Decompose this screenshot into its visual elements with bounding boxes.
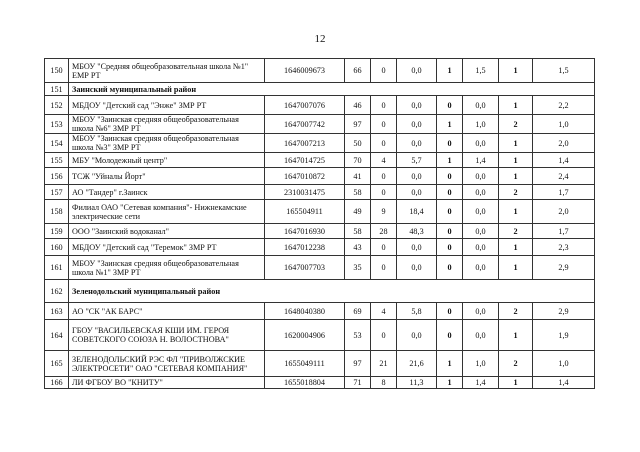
value-cell: 2: [499, 351, 533, 377]
table-row: [45, 303, 595, 320]
value-cell: 1: [499, 320, 533, 351]
row-number: 151: [45, 83, 69, 96]
inn-cell: 1647007076: [265, 96, 345, 115]
section-row: [45, 83, 595, 96]
organization-name: ЗЕЛЕНОДОЛЬСКИЙ РЭС ФЛ "ПРИВОЛЖСКИЕ ЭЛЕКТРОСЕТИ" ОАО "СЕТЕВАЯ КОМПАНИЯ": [69, 351, 265, 377]
value-cell: 2,0: [533, 200, 595, 224]
table-row: [45, 115, 595, 134]
value-cell: 1: [499, 256, 533, 280]
row-number: 162: [45, 280, 69, 303]
value-cell: 1: [437, 153, 463, 168]
value-cell: 1: [499, 200, 533, 224]
value-cell: 2,3: [533, 239, 595, 256]
value-cell: 1,7: [533, 185, 595, 200]
table-row: [45, 200, 595, 224]
value-cell: 48,3: [397, 224, 437, 239]
row-number: 159: [45, 224, 69, 239]
value-cell: 2,9: [533, 256, 595, 280]
value-cell: 69: [345, 303, 371, 320]
table-row: [45, 351, 595, 377]
value-cell: 97: [345, 115, 371, 134]
value-cell: 0,0: [397, 59, 437, 83]
value-cell: 1,0: [533, 115, 595, 134]
organization-name: МБОУ "Средняя общеобразовательная школа №1" ЕМР РТ: [69, 59, 265, 83]
value-cell: 0: [437, 96, 463, 115]
organization-name: ООО "Заинский водоканал": [69, 224, 265, 239]
value-cell: 0,0: [463, 303, 499, 320]
value-cell: 49: [345, 200, 371, 224]
row-number: 164: [45, 320, 69, 351]
value-cell: 2: [499, 303, 533, 320]
row-number: 153: [45, 115, 69, 134]
value-cell: 1: [499, 59, 533, 83]
value-cell: 0,0: [463, 168, 499, 185]
value-cell: 0: [437, 134, 463, 153]
value-cell: 0: [371, 320, 397, 351]
value-cell: 58: [345, 224, 371, 239]
value-cell: 0: [371, 168, 397, 185]
organization-name: АО "Тандер" г.Заинск: [69, 185, 265, 200]
page-number: 12: [314, 33, 326, 45]
inn-cell: 1647012238: [265, 239, 345, 256]
value-cell: 5,8: [397, 303, 437, 320]
value-cell: 50: [345, 134, 371, 153]
organization-name: ЛИ ФГБОУ ВО "КНИТУ": [69, 377, 265, 389]
table-row: [45, 96, 595, 115]
value-cell: 0: [437, 200, 463, 224]
value-cell: 0: [437, 303, 463, 320]
value-cell: 2: [499, 185, 533, 200]
inn-cell: 1655018804: [265, 377, 345, 389]
value-cell: 0,0: [463, 134, 499, 153]
table-row: [45, 256, 595, 280]
row-number: 152: [45, 96, 69, 115]
inn-cell: 1620004906: [265, 320, 345, 351]
value-cell: 97: [345, 351, 371, 377]
organization-name: АО "СК "АК БАРС": [69, 303, 265, 320]
value-cell: 0,0: [463, 185, 499, 200]
value-cell: 1,4: [533, 153, 595, 168]
value-cell: 4: [371, 303, 397, 320]
value-cell: 0: [437, 320, 463, 351]
row-number: 165: [45, 351, 69, 377]
value-cell: 1: [499, 239, 533, 256]
value-cell: 0: [437, 256, 463, 280]
inn-cell: 1647010872: [265, 168, 345, 185]
value-cell: 43: [345, 239, 371, 256]
value-cell: 0,0: [397, 134, 437, 153]
value-cell: 58: [345, 185, 371, 200]
value-cell: 0,0: [463, 256, 499, 280]
section-row: [45, 280, 595, 303]
value-cell: 0,0: [397, 185, 437, 200]
row-number: 154: [45, 134, 69, 153]
value-cell: 2,2: [533, 96, 595, 115]
value-cell: 1,0: [463, 115, 499, 134]
value-cell: 0,0: [397, 96, 437, 115]
value-cell: 1,0: [463, 351, 499, 377]
value-cell: 0,0: [463, 320, 499, 351]
organization-name: МБДОУ "Детский сад "Энже" ЗМР РТ: [69, 96, 265, 115]
inn-cell: 1647007213: [265, 134, 345, 153]
value-cell: 1: [437, 59, 463, 83]
value-cell: 71: [345, 377, 371, 389]
row-number: 150: [45, 59, 69, 83]
organization-name: Филиал ОАО "Сетевая компания"- Нижнекамские электрические сети: [69, 200, 265, 224]
row-number: 166: [45, 377, 69, 389]
value-cell: 0: [371, 96, 397, 115]
value-cell: 1: [437, 115, 463, 134]
table-row: [45, 224, 595, 239]
value-cell: 0,0: [397, 168, 437, 185]
value-cell: 2: [499, 224, 533, 239]
value-cell: 0,0: [463, 96, 499, 115]
value-cell: 0: [371, 59, 397, 83]
inn-cell: 1647014725: [265, 153, 345, 168]
value-cell: 0,0: [397, 239, 437, 256]
value-cell: 18,4: [397, 200, 437, 224]
row-number: 161: [45, 256, 69, 280]
table-row: [45, 239, 595, 256]
value-cell: 4: [371, 153, 397, 168]
value-cell: 66: [345, 59, 371, 83]
table-row: [45, 168, 595, 185]
value-cell: 1,4: [463, 377, 499, 389]
value-cell: 0: [437, 168, 463, 185]
value-cell: 0: [437, 239, 463, 256]
value-cell: 1,4: [463, 153, 499, 168]
value-cell: 0,0: [463, 239, 499, 256]
row-number: 157: [45, 185, 69, 200]
value-cell: 41: [345, 168, 371, 185]
value-cell: 0: [437, 185, 463, 200]
value-cell: 28: [371, 224, 397, 239]
inn-cell: 1647016930: [265, 224, 345, 239]
value-cell: 46: [345, 96, 371, 115]
inn-cell: 1655049111: [265, 351, 345, 377]
row-number: 158: [45, 200, 69, 224]
organization-name: МБДОУ "Детский сад "Теремок" ЗМР РТ: [69, 239, 265, 256]
value-cell: 8: [371, 377, 397, 389]
value-cell: 1,4: [533, 377, 595, 389]
value-cell: 0: [371, 239, 397, 256]
table-row: [45, 185, 595, 200]
table-row: [45, 153, 595, 168]
value-cell: 21: [371, 351, 397, 377]
value-cell: 21,6: [397, 351, 437, 377]
value-cell: 35: [345, 256, 371, 280]
value-cell: 2,0: [533, 134, 595, 153]
organization-name: ТСЖ "Уйналы Йорт": [69, 168, 265, 185]
value-cell: 1: [437, 351, 463, 377]
value-cell: 0: [371, 185, 397, 200]
section-title: Зеленодольский муниципальный район: [69, 280, 595, 303]
organization-name: МБУ "Молодежный центр": [69, 153, 265, 168]
row-number: 163: [45, 303, 69, 320]
value-cell: 1,7: [533, 224, 595, 239]
row-number: 160: [45, 239, 69, 256]
value-cell: 9: [371, 200, 397, 224]
value-cell: 11,3: [397, 377, 437, 389]
organization-name: МБОУ "Заинская средняя общеобразовательная школа №6" ЗМР РТ: [69, 115, 265, 134]
value-cell: 0: [371, 115, 397, 134]
value-cell: 0,0: [397, 256, 437, 280]
organization-name: ГБОУ "ВАСИЛЬЕВСКАЯ КШИ ИМ. ГЕРОЯ СОВЕТСКОГО СОЮЗА Н. ВОЛОСТНОВА": [69, 320, 265, 351]
value-cell: 2,4: [533, 168, 595, 185]
value-cell: 0: [437, 224, 463, 239]
value-cell: 1: [499, 168, 533, 185]
inn-cell: 1647007703: [265, 256, 345, 280]
row-number: 156: [45, 168, 69, 185]
value-cell: 0: [371, 134, 397, 153]
value-cell: 1: [499, 96, 533, 115]
value-cell: 1: [499, 377, 533, 389]
organization-name: МБОУ "Заинская средняя общеобразовательная школа №1" ЗМР РТ: [69, 256, 265, 280]
value-cell: 2: [499, 115, 533, 134]
row-number: 155: [45, 153, 69, 168]
value-cell: 0,0: [463, 200, 499, 224]
value-cell: 1: [499, 134, 533, 153]
value-cell: 70: [345, 153, 371, 168]
table-row: [45, 377, 595, 389]
inn-cell: 1646009673: [265, 59, 345, 83]
value-cell: 0,0: [397, 115, 437, 134]
value-cell: 0,0: [397, 320, 437, 351]
section-title: Заинский муниципальный район: [69, 83, 595, 96]
value-cell: 1,9: [533, 320, 595, 351]
value-cell: 1,5: [463, 59, 499, 83]
table-row: [45, 134, 595, 153]
data-table: [44, 58, 595, 389]
value-cell: 0,0: [463, 224, 499, 239]
value-cell: 53: [345, 320, 371, 351]
inn-cell: 2310031475: [265, 185, 345, 200]
value-cell: 2,9: [533, 303, 595, 320]
inn-cell: 1647007742: [265, 115, 345, 134]
table-row: [45, 320, 595, 351]
inn-cell: 165504911: [265, 200, 345, 224]
value-cell: 5,7: [397, 153, 437, 168]
value-cell: 1: [499, 153, 533, 168]
table-row: [45, 59, 595, 83]
value-cell: 1,5: [533, 59, 595, 83]
value-cell: 1,0: [533, 351, 595, 377]
inn-cell: 1648040380: [265, 303, 345, 320]
organization-name: МБОУ "Заинская средняя общеобразовательная школа №3" ЗМР РТ: [69, 134, 265, 153]
value-cell: 1: [437, 377, 463, 389]
value-cell: 0: [371, 256, 397, 280]
